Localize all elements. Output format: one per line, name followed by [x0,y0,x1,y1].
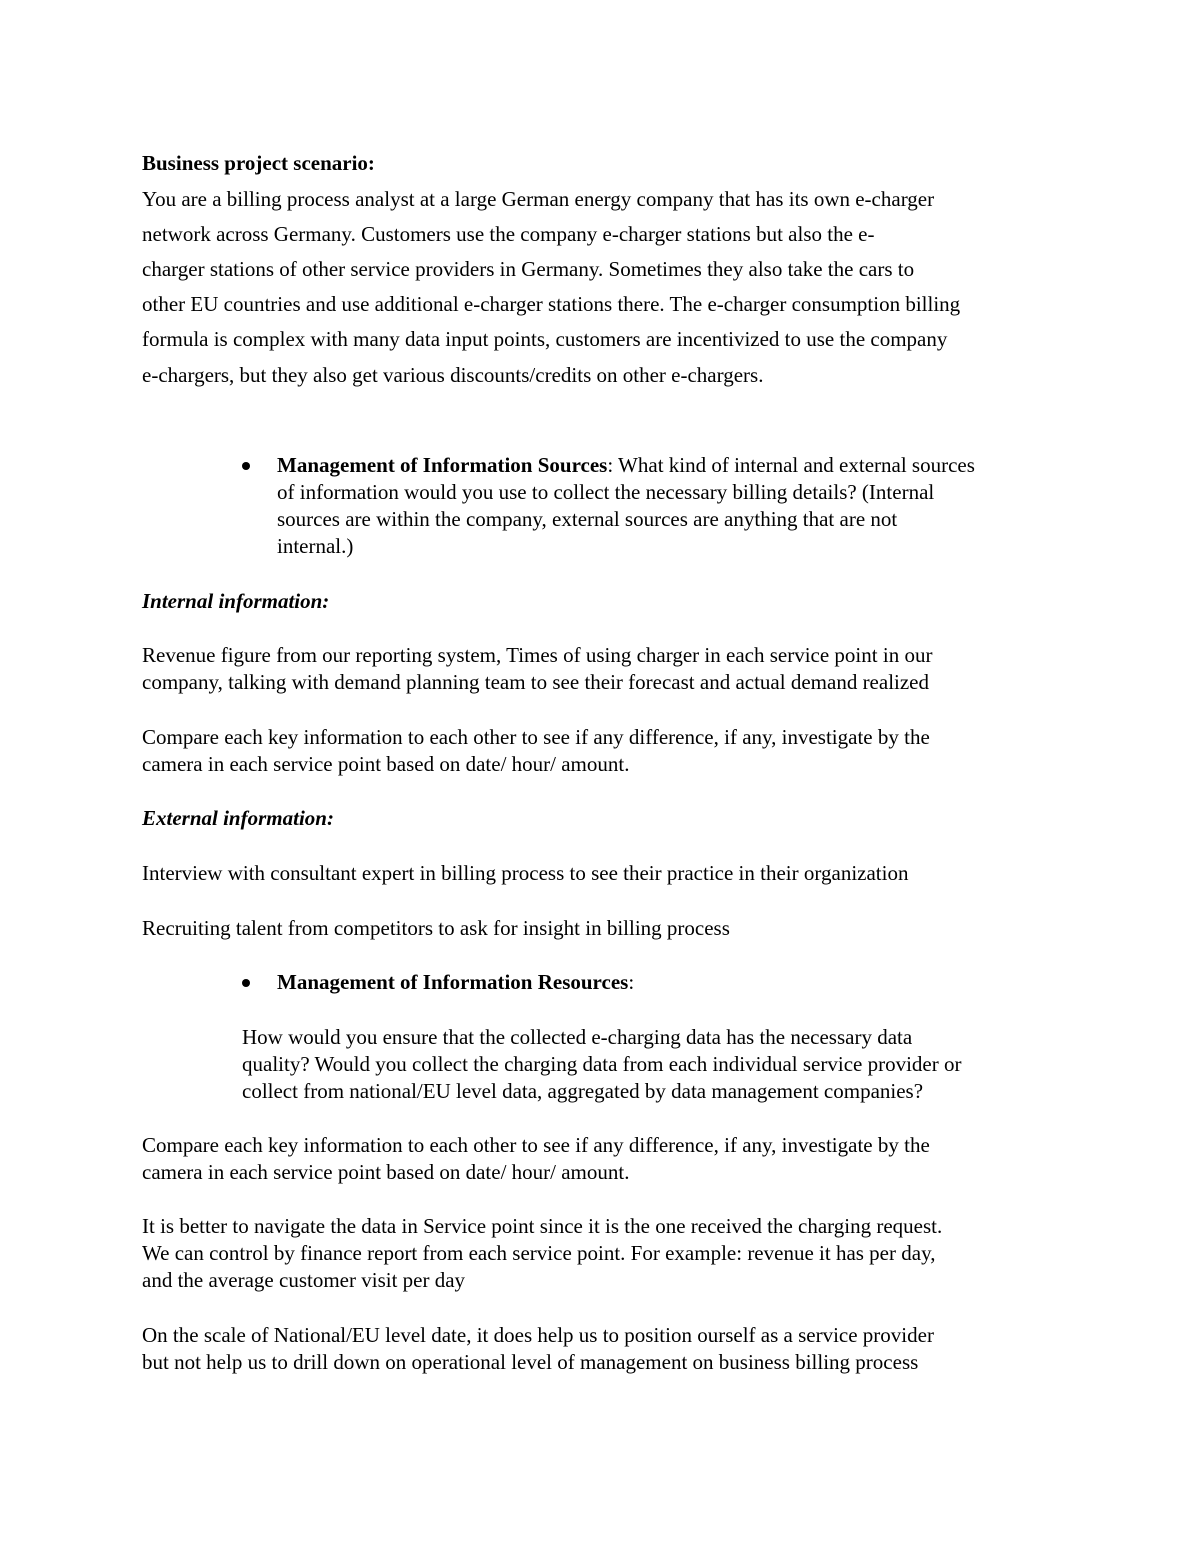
resources-paragraph-line: and the average customer visit per day [142,1268,466,1292]
bullet-sources-title: Management of Information Sources [277,453,608,477]
scenario-line: network across Germany. Customers use the company e-charger stations but also the e- [142,222,875,246]
bullet-resources-line [277,972,634,993]
internal-paragraph-line: Compare each key information to each other to see if any difference, if any, investigate by the [142,725,930,749]
bullet-dot [242,979,250,987]
bullet-resources-text: : [628,970,635,994]
bullet-sources-line: of information would you use to collect the necessary billing details? (Internal [277,480,935,504]
scenario-line: You are a billing process analyst at a large German energy company that has its own e-charger [142,187,935,211]
bullet-resources-title: Management of Information Resources [277,970,629,994]
resources-paragraph-line: We can control by finance report from each service point. For example: revenue it has per day, [142,1241,936,1265]
internal-paragraph-line: Revenue figure from our reporting system, Times of using charger in each service point in our [142,643,933,667]
bullet-sources-first-line [277,455,975,476]
external-paragraph-line: Interview with consultant expert in billing process to see their practice in their organization [142,861,909,885]
scenario-heading: Business project scenario: [142,151,375,175]
scenario-line: charger stations of other service providers in Germany. Sometimes they also take the cars to [142,257,915,281]
internal-paragraph-line: camera in each service point based on date/ hour/ amount. [142,752,630,776]
resources-paragraph-line: camera in each service point based on date/ hour/ amount. [142,1160,630,1184]
bullet-dot [242,462,250,470]
scenario-line: other EU countries and use additional e-charger stations there. The e-charger consumption billing [142,292,961,316]
resources-paragraph-line: On the scale of National/EU level date, it does help us to position ourself as a service provider [142,1323,934,1347]
resources-paragraph-line: Compare each key information to each other to see if any difference, if any, investigate by the [142,1133,930,1157]
external-paragraph-line: Recruiting talent from competitors to ask for insight in billing process [142,916,730,940]
resources-question-line: quality? Would you collect the charging data from each individual service provider or [242,1052,962,1076]
bullet-sources-line: internal.) [277,534,354,558]
internal-heading: Internal information: [142,589,330,613]
scenario-line: e-chargers, but they also get various discounts/credits on other e-chargers. [142,363,764,387]
resources-question-line: collect from national/EU level data, aggregated by data management companies? [242,1079,924,1103]
resources-paragraph-line: but not help us to drill down on operational level of management on business billing process [142,1350,919,1374]
scenario-line: formula is complex with many data input points, customers are incentivized to use the company [142,327,948,351]
resources-paragraph-line: It is better to navigate the data in Service point since it is the one received the charging request. [142,1214,943,1238]
resources-question-line: How would you ensure that the collected e-charging data has the necessary data [242,1025,913,1049]
bullet-sources-text: : What kind of internal and external sources [607,453,975,477]
internal-paragraph-line: company, talking with demand planning team to see their forecast and actual demand realized [142,670,930,694]
bullet-sources-line: sources are within the company, external sources are anything that are not [277,507,898,531]
external-heading: External information: [142,806,334,830]
